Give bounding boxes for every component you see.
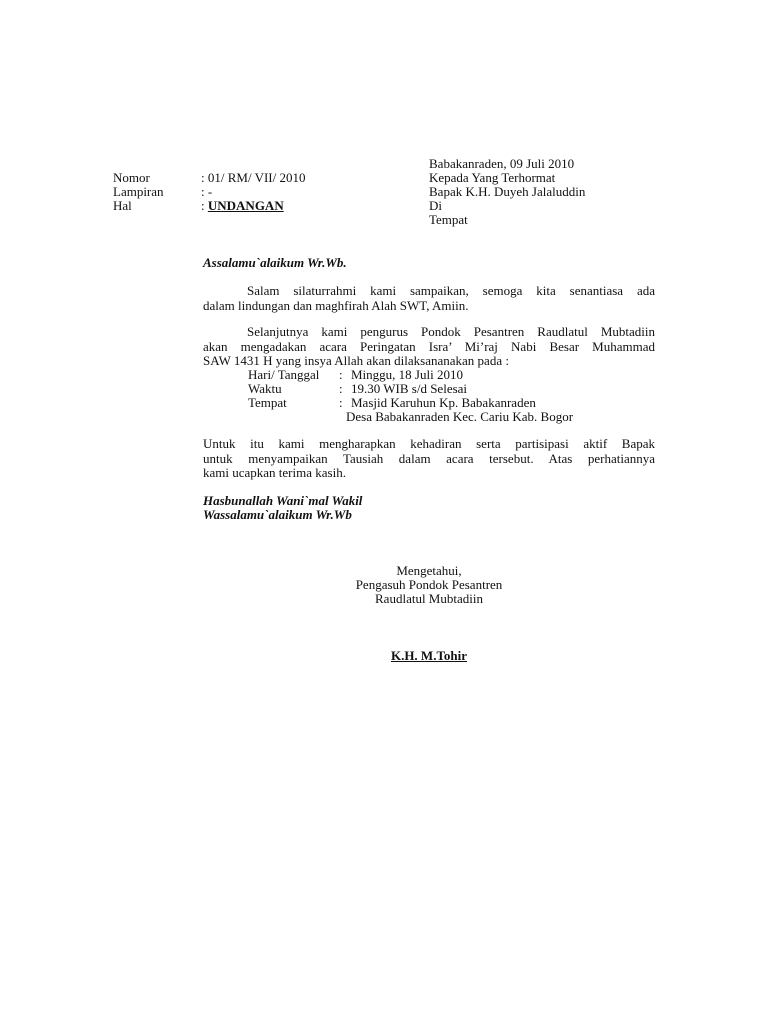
paragraph-2	[203, 325, 655, 369]
para1-line1: Salam silaturrahmi kami sampaikan, semoga kita senantiasa ada	[247, 283, 655, 298]
detail-colon: :	[339, 381, 343, 396]
closing-wassalamu: Wassalamu`alaikum Wr.Wb	[203, 507, 352, 522]
detail-value: Masjid Karuhun Kp. Babakanraden	[351, 395, 536, 410]
meta-hal	[113, 199, 284, 214]
detail-colon: :	[339, 367, 343, 382]
detail-colon: :	[339, 395, 343, 410]
para3-line2: untuk menyampaikan Tausiah dalam acara tersebut. Atas perhatiannya	[203, 450, 655, 466]
hal-label: Hal	[113, 198, 132, 213]
detail-label: Hari/ Tanggal	[248, 367, 320, 382]
detail-value: Minggu, 18 Juli 2010	[351, 367, 463, 382]
paragraph-1	[203, 284, 655, 313]
detail-label: Waktu	[248, 381, 282, 396]
venue-line-2: Desa Babakanraden Kec. Cariu Kab. Bogor	[346, 409, 574, 424]
para2-line1: Selanjutnya kami pengurus Pondok Pesantren Raudlatul Mubtadiin	[247, 324, 655, 339]
salutation: Assalamu`alaikum Wr.Wb.	[203, 255, 347, 270]
recipient-di: Di	[429, 198, 442, 213]
signature-name: K.H. M.Tohir	[390, 648, 468, 663]
paragraph-3	[203, 437, 655, 481]
signature-mengetahui: Mengetahui,	[396, 563, 462, 578]
para2-line2: akan mengadakan acara Peringatan Isra’ Mi’raj Nabi Besar Muhammad	[203, 338, 655, 354]
detail-value: 19.30 WIB s/d Selesai	[351, 381, 468, 396]
para2-line3: SAW 1431 H yang insya Allah akan dilaksananakan pada :	[203, 353, 509, 368]
recipient-to: Kepada Yang Terhormat	[429, 170, 556, 185]
recipient-place: Tempat	[429, 212, 468, 227]
nomor-label: Nomor	[113, 170, 150, 185]
nomor-value: : 01/ RM/ VII/ 2010	[201, 170, 306, 185]
recipient-name: Bapak K.H. Duyeh Jalaluddin	[429, 184, 586, 199]
signature-position: Pengasuh Pondok Pesantren	[355, 577, 503, 592]
hal-value: UNDANGAN	[207, 198, 284, 213]
signature-institution: Raudlatul Mubtadiin	[375, 591, 483, 606]
lampiran-label: Lampiran	[113, 184, 164, 199]
place-date: Babakanraden, 09 Juli 2010	[429, 156, 575, 171]
para1-line2: dalam lindungan dan maghfirah Alah SWT, Amiin.	[203, 297, 469, 313]
hal-colon: :	[201, 198, 208, 213]
detail-label: Tempat	[248, 395, 287, 410]
closing-hasbunallah: Hasbunallah Wani`mal Wakil	[203, 493, 363, 508]
para3-line3: kami ucapkan terima kasih.	[203, 465, 346, 480]
signature-name-wrap	[203, 649, 655, 664]
para3-line1: Untuk itu kami mengharapkan kehadiran serta partisipasi aktif Bapak	[203, 436, 655, 451]
lampiran-value: : -	[201, 184, 213, 199]
